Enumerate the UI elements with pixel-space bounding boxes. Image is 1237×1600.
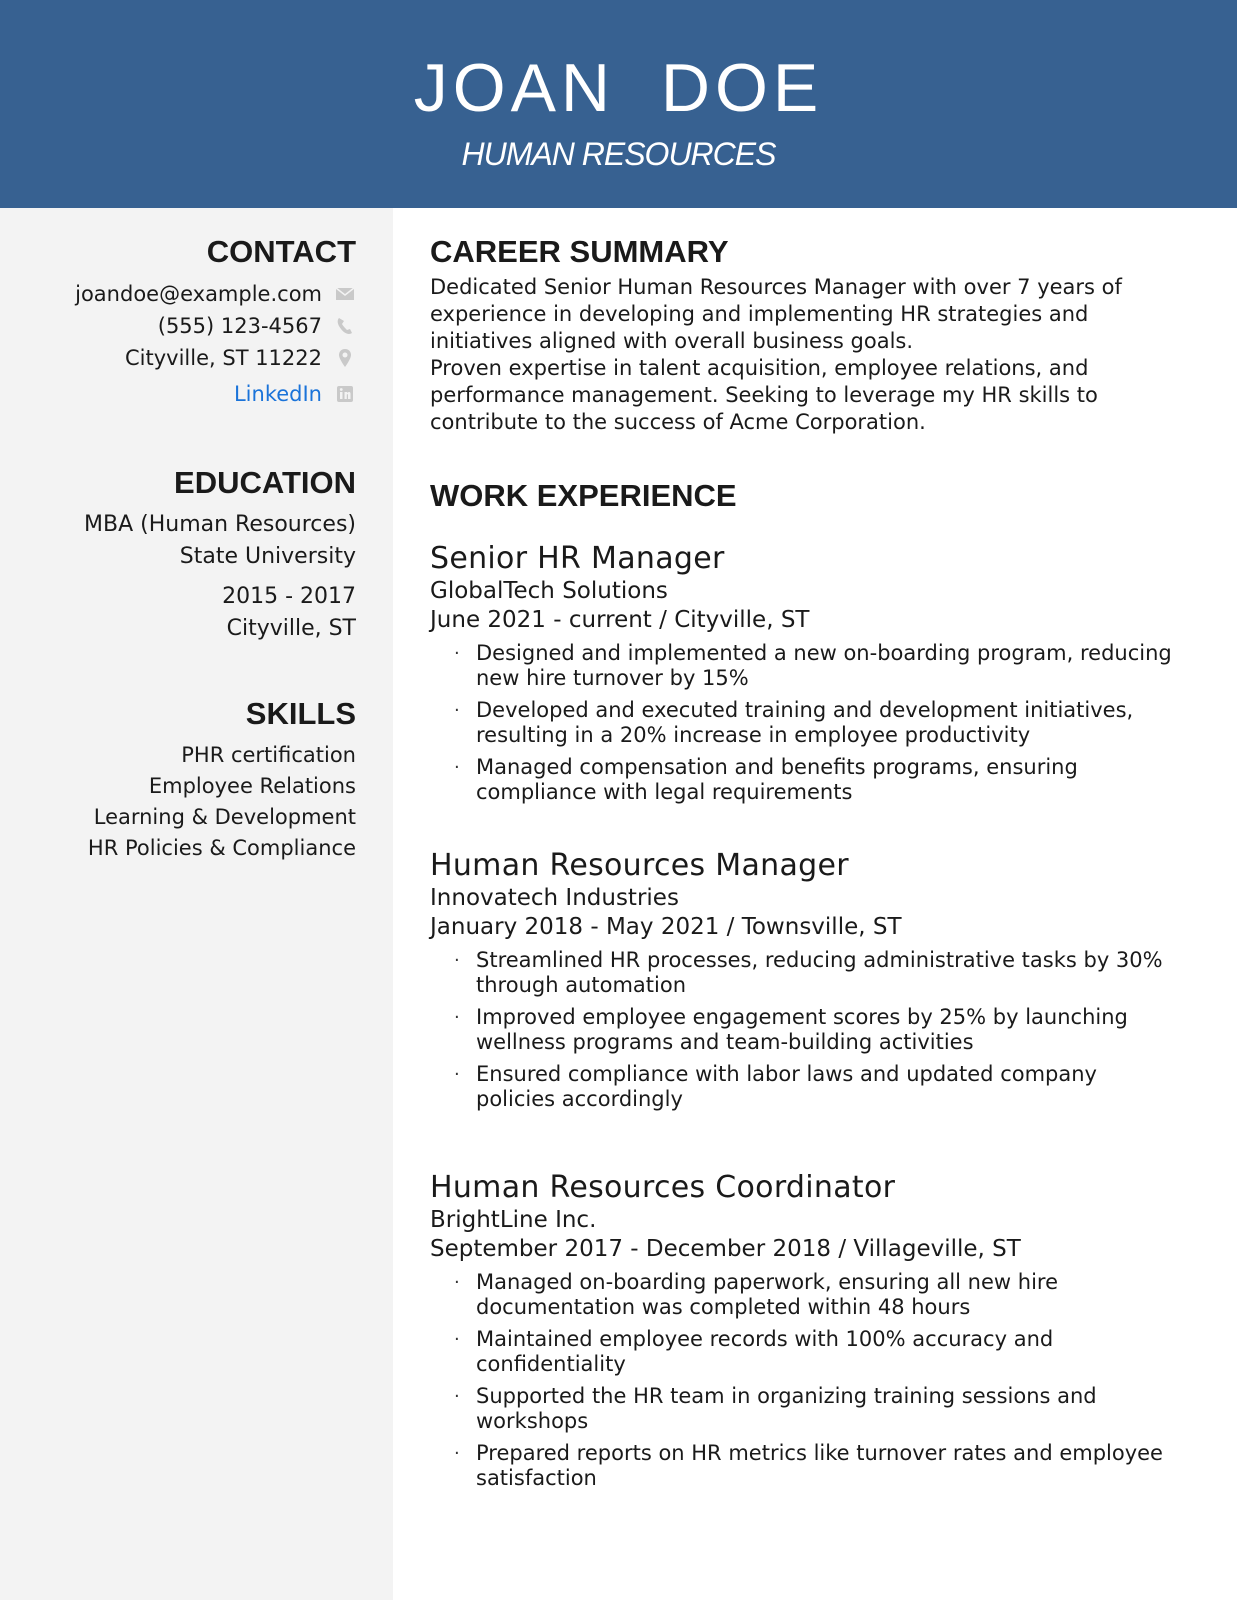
job-bullet: · Improved employee engagement scores by 25% by launching wellness programs and team-building activities	[454, 1005, 1176, 1055]
job-bullet: · Streamlined HR processes, reducing administrative tasks by 30% through automation	[454, 948, 1176, 998]
job-bullet: · Ensured compliance with labor laws and updated company policies accordingly	[454, 1062, 1176, 1112]
job-entry	[430, 848, 1210, 1119]
job-dates-location: January 2018 - May 2021 / Townsville, ST	[430, 914, 902, 940]
job-entry	[430, 541, 1210, 812]
contact-linkedin-row	[75, 378, 356, 410]
contact-section	[75, 234, 356, 410]
job-dates-location: June 2021 - current / Cityville, ST	[430, 607, 810, 633]
contact-heading: CONTACT	[206, 234, 356, 269]
job-bullets	[430, 1270, 1210, 1491]
job-bullets	[430, 641, 1210, 805]
job-company: GlobalTech Solutions	[430, 578, 668, 604]
job-title: Human Resources Coordinator	[430, 1170, 896, 1205]
job-title: Human Resources Manager	[430, 848, 849, 883]
phone-icon	[334, 315, 356, 337]
sidebar	[0, 208, 393, 1600]
contact-email[interactable]: joandoe@example.com	[75, 282, 322, 306]
job-bullet: · Supported the HR team in organizing training sessions and workshops	[454, 1384, 1176, 1434]
job-company: BrightLine Inc.	[430, 1207, 597, 1233]
job-company: Innovatech Industries	[430, 885, 679, 911]
summary-heading: CAREER SUMMARY	[430, 234, 729, 269]
location-pin-icon	[334, 347, 356, 369]
linkedin-link[interactable]: LinkedIn	[233, 382, 322, 406]
envelope-icon	[334, 283, 356, 305]
skill-item: PHR certification	[181, 743, 356, 767]
experience-heading: WORK EXPERIENCE	[430, 478, 737, 513]
career-summary	[430, 274, 1190, 436]
skill-item: HR Policies & Compliance	[87, 836, 356, 860]
job-bullet: · Developed and executed training and development initiatives, resulting in a 20% increase in employee productivity	[454, 698, 1176, 748]
education-years: 2015 - 2017	[222, 584, 356, 609]
contact-email-row	[75, 278, 356, 310]
education-school: State University	[179, 544, 356, 569]
skill-item: Learning & Development	[93, 805, 356, 829]
job-bullet: · Maintained employee records with 100% accuracy and confidentiality	[454, 1327, 1176, 1377]
skill-item: Employee Relations	[148, 774, 356, 798]
job-bullet: · Prepared reports on HR metrics like turnover rates and employee satisfaction	[454, 1441, 1176, 1491]
education-location: Cityville, ST	[226, 616, 356, 641]
skills-heading: SKILLS	[245, 696, 356, 731]
contact-address-row	[75, 342, 356, 374]
job-bullet: · Managed compensation and benefits programs, ensuring compliance with legal requirements	[454, 755, 1176, 805]
linkedin-icon[interactable]	[334, 383, 356, 405]
job-title: Senior HR Manager	[430, 541, 725, 576]
job-bullet: · Managed on-boarding paperwork, ensuring all new hire documentation was completed within 48 hours	[454, 1270, 1176, 1320]
job-bullets	[430, 948, 1210, 1112]
job-bullet: · Designed and implemented a new on-boarding program, reducing new hire turnover by 15%	[454, 641, 1176, 691]
education-heading: EDUCATION	[174, 465, 356, 500]
summary-paragraph: Proven expertise in talent acquisition, employee relations, and performance management. Seeking to leverage my HR skills to contribute to the success of Acme Corporation.	[430, 356, 1098, 434]
summary-paragraph: Dedicated Senior Human Resources Manager with over 7 years of experience in developing and implementing HR strategies and initiatives aligned with overall business goals.	[430, 275, 1122, 353]
candidate-name: JOAN DOE	[413, 50, 824, 126]
contact-address: Cityville, ST 11222	[125, 346, 322, 370]
candidate-role: HUMAN RESOURCES	[461, 136, 776, 172]
contact-phone-row	[75, 310, 356, 342]
contact-phone[interactable]: (555) 123-4567	[157, 314, 322, 338]
skills-section	[88, 696, 356, 864]
resume-header	[0, 0, 1237, 208]
education-section	[84, 465, 356, 645]
job-dates-location: September 2017 - December 2018 / Villageville, ST	[430, 1236, 1021, 1262]
education-degree: MBA (Human Resources)	[84, 512, 356, 537]
job-entry	[430, 1170, 1210, 1498]
